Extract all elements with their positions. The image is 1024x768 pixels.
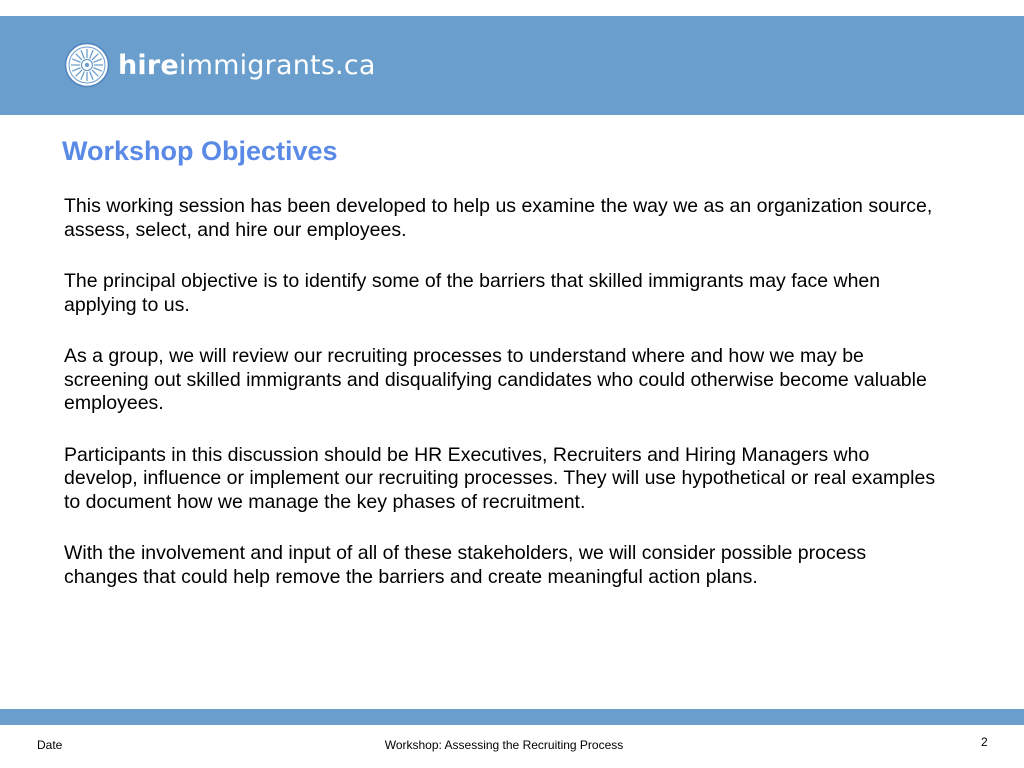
page-number: 2: [981, 735, 988, 749]
footer-title: Workshop: Assessing the Recruiting Process: [384, 738, 624, 752]
paragraph: This working session has been developed to help us examine the way we as an organization source, assess, select, and hire our employees.: [64, 195, 933, 241]
logo: [64, 42, 376, 88]
paragraph: As a group, we will review our recruiting processes to understand where and how we may be screening out skilled immigrants and disqualifying candidates who could otherwise become valuable employees.: [64, 345, 927, 414]
slide-title: Workshop Objectives: [62, 136, 338, 166]
logo-text-light: immigrants.ca: [178, 49, 376, 81]
logo-wordmark: [118, 49, 376, 81]
sunburst-emblem-icon: [64, 42, 110, 88]
paragraph: With the involvement and input of all of these stakeholders, we will consider possible process changes that could help remove the barriers and create meaningful action plans.: [64, 542, 867, 588]
paragraph: The principal objective is to identify some of the barriers that skilled immigrants may face when applying to us.: [64, 270, 881, 316]
paragraph: Participants in this discussion should be HR Executives, Recruiters and Hiring Managers who develop, influence or implement our recruiting processes. They will use hypothetical or real examples to document how we manage the key phases of recruitment.: [64, 443, 936, 513]
footer-date: Date: [37, 738, 63, 752]
footer-bar: [0, 709, 1024, 725]
logo-text-bold: hire: [118, 49, 179, 81]
slide-body: [64, 195, 944, 617]
header-banner: [0, 16, 1024, 115]
